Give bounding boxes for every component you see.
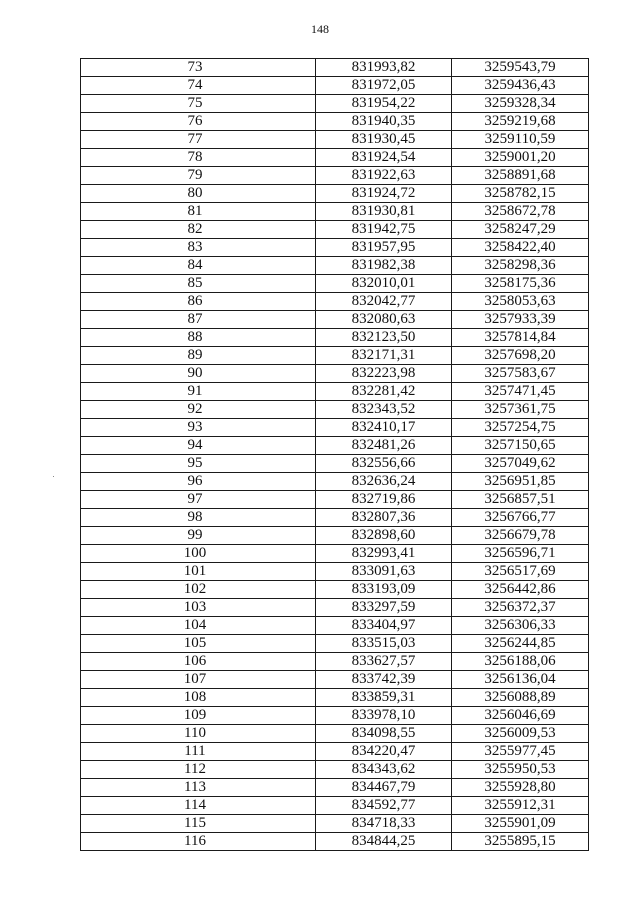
table-row <box>81 653 589 671</box>
table-row <box>81 833 589 851</box>
point-number-cell: 93 <box>81 419 316 437</box>
x-coordinate-cell: 832719,86 <box>316 491 452 509</box>
y-coordinate-cell: 3259001,20 <box>452 149 589 167</box>
y-coordinate-cell: 3258672,78 <box>452 203 589 221</box>
y-coordinate-cell: 3258298,36 <box>452 257 589 275</box>
x-coordinate-cell: 831957,95 <box>316 239 452 257</box>
table-row <box>81 527 589 545</box>
x-coordinate-cell: 831924,72 <box>316 185 452 203</box>
coordinates-table <box>80 58 589 851</box>
x-coordinate-cell: 832636,24 <box>316 473 452 491</box>
point-number-cell: 87 <box>81 311 316 329</box>
x-coordinate-cell: 833978,10 <box>316 707 452 725</box>
x-coordinate-cell: 834467,79 <box>316 779 452 797</box>
x-coordinate-cell: 832993,41 <box>316 545 452 563</box>
table-row <box>81 545 589 563</box>
y-coordinate-cell: 3255950,53 <box>452 761 589 779</box>
x-coordinate-cell: 833515,03 <box>316 635 452 653</box>
point-number-cell: 107 <box>81 671 316 689</box>
x-coordinate-cell: 834592,77 <box>316 797 452 815</box>
x-coordinate-cell: 833627,57 <box>316 653 452 671</box>
y-coordinate-cell: 3256306,33 <box>452 617 589 635</box>
x-coordinate-cell: 833193,09 <box>316 581 452 599</box>
table-row <box>81 365 589 383</box>
y-coordinate-cell: 3256009,53 <box>452 725 589 743</box>
x-coordinate-cell: 831954,22 <box>316 95 452 113</box>
point-number-cell: 109 <box>81 707 316 725</box>
x-coordinate-cell: 832080,63 <box>316 311 452 329</box>
point-number-cell: 90 <box>81 365 316 383</box>
y-coordinate-cell: 3257698,20 <box>452 347 589 365</box>
point-number-cell: 74 <box>81 77 316 95</box>
x-coordinate-cell: 833404,97 <box>316 617 452 635</box>
table-row <box>81 185 589 203</box>
y-coordinate-cell: 3257254,75 <box>452 419 589 437</box>
point-number-cell: 76 <box>81 113 316 131</box>
y-coordinate-cell: 3256442,86 <box>452 581 589 599</box>
point-number-cell: 82 <box>81 221 316 239</box>
y-coordinate-cell: 3256244,85 <box>452 635 589 653</box>
point-number-cell: 96 <box>81 473 316 491</box>
x-coordinate-cell: 832556,66 <box>316 455 452 473</box>
y-coordinate-cell: 3255928,80 <box>452 779 589 797</box>
point-number-cell: 79 <box>81 167 316 185</box>
table-row <box>81 311 589 329</box>
table-row <box>81 599 589 617</box>
point-number-cell: 89 <box>81 347 316 365</box>
point-number-cell: 99 <box>81 527 316 545</box>
x-coordinate-cell: 834220,47 <box>316 743 452 761</box>
x-coordinate-cell: 832898,60 <box>316 527 452 545</box>
x-coordinate-cell: 832042,77 <box>316 293 452 311</box>
point-number-cell: 110 <box>81 725 316 743</box>
table-row <box>81 779 589 797</box>
table-row <box>81 131 589 149</box>
y-coordinate-cell: 3256951,85 <box>452 473 589 491</box>
table-row <box>81 815 589 833</box>
y-coordinate-cell: 3255895,15 <box>452 833 589 851</box>
x-coordinate-cell: 831982,38 <box>316 257 452 275</box>
table-row <box>81 491 589 509</box>
point-number-cell: 105 <box>81 635 316 653</box>
point-number-cell: 111 <box>81 743 316 761</box>
point-number-cell: 108 <box>81 689 316 707</box>
table-row <box>81 113 589 131</box>
y-coordinate-cell: 3257471,45 <box>452 383 589 401</box>
y-coordinate-cell: 3258422,40 <box>452 239 589 257</box>
y-coordinate-cell: 3257361,75 <box>452 401 589 419</box>
point-number-cell: 78 <box>81 149 316 167</box>
y-coordinate-cell: 3259328,34 <box>452 95 589 113</box>
y-coordinate-cell: 3258891,68 <box>452 167 589 185</box>
x-coordinate-cell: 832343,52 <box>316 401 452 419</box>
x-coordinate-cell: 832223,98 <box>316 365 452 383</box>
point-number-cell: 104 <box>81 617 316 635</box>
y-coordinate-cell: 3257814,84 <box>452 329 589 347</box>
point-number-cell: 112 <box>81 761 316 779</box>
y-coordinate-cell: 3256517,69 <box>452 563 589 581</box>
y-coordinate-cell: 3256766,77 <box>452 509 589 527</box>
table-row <box>81 455 589 473</box>
point-number-cell: 80 <box>81 185 316 203</box>
x-coordinate-cell: 831942,75 <box>316 221 452 239</box>
table-row <box>81 401 589 419</box>
table-row <box>81 689 589 707</box>
table-row <box>81 671 589 689</box>
y-coordinate-cell: 3255901,09 <box>452 815 589 833</box>
table-row <box>81 635 589 653</box>
table-row <box>81 509 589 527</box>
point-number-cell: 101 <box>81 563 316 581</box>
x-coordinate-cell: 834343,62 <box>316 761 452 779</box>
x-coordinate-cell: 833297,59 <box>316 599 452 617</box>
x-coordinate-cell: 831924,54 <box>316 149 452 167</box>
y-coordinate-cell: 3256188,06 <box>452 653 589 671</box>
y-coordinate-cell: 3259110,59 <box>452 131 589 149</box>
coordinates-table-body <box>81 59 589 851</box>
point-number-cell: 94 <box>81 437 316 455</box>
y-coordinate-cell: 3256088,89 <box>452 689 589 707</box>
x-coordinate-cell: 833859,31 <box>316 689 452 707</box>
table-row <box>81 329 589 347</box>
point-number-cell: 91 <box>81 383 316 401</box>
table-row <box>81 725 589 743</box>
table-row <box>81 275 589 293</box>
y-coordinate-cell: 3256679,78 <box>452 527 589 545</box>
table-row <box>81 743 589 761</box>
y-coordinate-cell: 3255977,45 <box>452 743 589 761</box>
table-row <box>81 581 589 599</box>
table-row <box>81 563 589 581</box>
x-coordinate-cell: 832481,26 <box>316 437 452 455</box>
table-row <box>81 221 589 239</box>
table-row <box>81 707 589 725</box>
point-number-cell: 113 <box>81 779 316 797</box>
y-coordinate-cell: 3256596,71 <box>452 545 589 563</box>
y-coordinate-cell: 3256136,04 <box>452 671 589 689</box>
table-row <box>81 167 589 185</box>
point-number-cell: 95 <box>81 455 316 473</box>
y-coordinate-cell: 3255912,31 <box>452 797 589 815</box>
table-row <box>81 473 589 491</box>
x-coordinate-cell: 832123,50 <box>316 329 452 347</box>
x-coordinate-cell: 832171,31 <box>316 347 452 365</box>
point-number-cell: 75 <box>81 95 316 113</box>
point-number-cell: 97 <box>81 491 316 509</box>
table-row <box>81 149 589 167</box>
x-coordinate-cell: 831922,63 <box>316 167 452 185</box>
y-coordinate-cell: 3259219,68 <box>452 113 589 131</box>
point-number-cell: 85 <box>81 275 316 293</box>
table-row <box>81 77 589 95</box>
x-coordinate-cell: 831940,35 <box>316 113 452 131</box>
point-number-cell: 77 <box>81 131 316 149</box>
y-coordinate-cell: 3259543,79 <box>452 59 589 77</box>
point-number-cell: 98 <box>81 509 316 527</box>
table-row <box>81 203 589 221</box>
point-number-cell: 81 <box>81 203 316 221</box>
y-coordinate-cell: 3258782,15 <box>452 185 589 203</box>
x-coordinate-cell: 834718,33 <box>316 815 452 833</box>
table-row <box>81 617 589 635</box>
table-row <box>81 59 589 77</box>
x-coordinate-cell: 834098,55 <box>316 725 452 743</box>
table-row <box>81 419 589 437</box>
point-number-cell: 88 <box>81 329 316 347</box>
table-row <box>81 347 589 365</box>
point-number-cell: 106 <box>81 653 316 671</box>
point-number-cell: 115 <box>81 815 316 833</box>
y-coordinate-cell: 3256372,37 <box>452 599 589 617</box>
table-row <box>81 239 589 257</box>
page-number: 148 <box>311 22 329 36</box>
y-coordinate-cell: 3258175,36 <box>452 275 589 293</box>
x-coordinate-cell: 832807,36 <box>316 509 452 527</box>
point-number-cell: 100 <box>81 545 316 563</box>
point-number-cell: 92 <box>81 401 316 419</box>
y-coordinate-cell: 3256046,69 <box>452 707 589 725</box>
table-row <box>81 257 589 275</box>
table-row <box>81 293 589 311</box>
point-number-cell: 84 <box>81 257 316 275</box>
point-number-cell: 86 <box>81 293 316 311</box>
x-coordinate-cell: 831972,05 <box>316 77 452 95</box>
y-coordinate-cell: 3256857,51 <box>452 491 589 509</box>
point-number-cell: 83 <box>81 239 316 257</box>
x-coordinate-cell: 834844,25 <box>316 833 452 851</box>
point-number-cell: 102 <box>81 581 316 599</box>
y-coordinate-cell: 3257049,62 <box>452 455 589 473</box>
x-coordinate-cell: 833091,63 <box>316 563 452 581</box>
table-row <box>81 797 589 815</box>
table-row <box>81 437 589 455</box>
x-coordinate-cell: 831993,82 <box>316 59 452 77</box>
x-coordinate-cell: 832281,42 <box>316 383 452 401</box>
point-number-cell: 103 <box>81 599 316 617</box>
table-row <box>81 383 589 401</box>
x-coordinate-cell: 832010,01 <box>316 275 452 293</box>
point-number-cell: 73 <box>81 59 316 77</box>
y-coordinate-cell: 3259436,43 <box>452 77 589 95</box>
y-coordinate-cell: 3258247,29 <box>452 221 589 239</box>
x-coordinate-cell: 832410,17 <box>316 419 452 437</box>
table-row <box>81 761 589 779</box>
x-coordinate-cell: 831930,45 <box>316 131 452 149</box>
x-coordinate-cell: 831930,81 <box>316 203 452 221</box>
y-coordinate-cell: 3257933,39 <box>452 311 589 329</box>
y-coordinate-cell: 3257583,67 <box>452 365 589 383</box>
table-row <box>81 95 589 113</box>
point-number-cell: 116 <box>81 833 316 851</box>
margin-mark <box>53 476 54 477</box>
y-coordinate-cell: 3257150,65 <box>452 437 589 455</box>
y-coordinate-cell: 3258053,63 <box>452 293 589 311</box>
x-coordinate-cell: 833742,39 <box>316 671 452 689</box>
point-number-cell: 114 <box>81 797 316 815</box>
